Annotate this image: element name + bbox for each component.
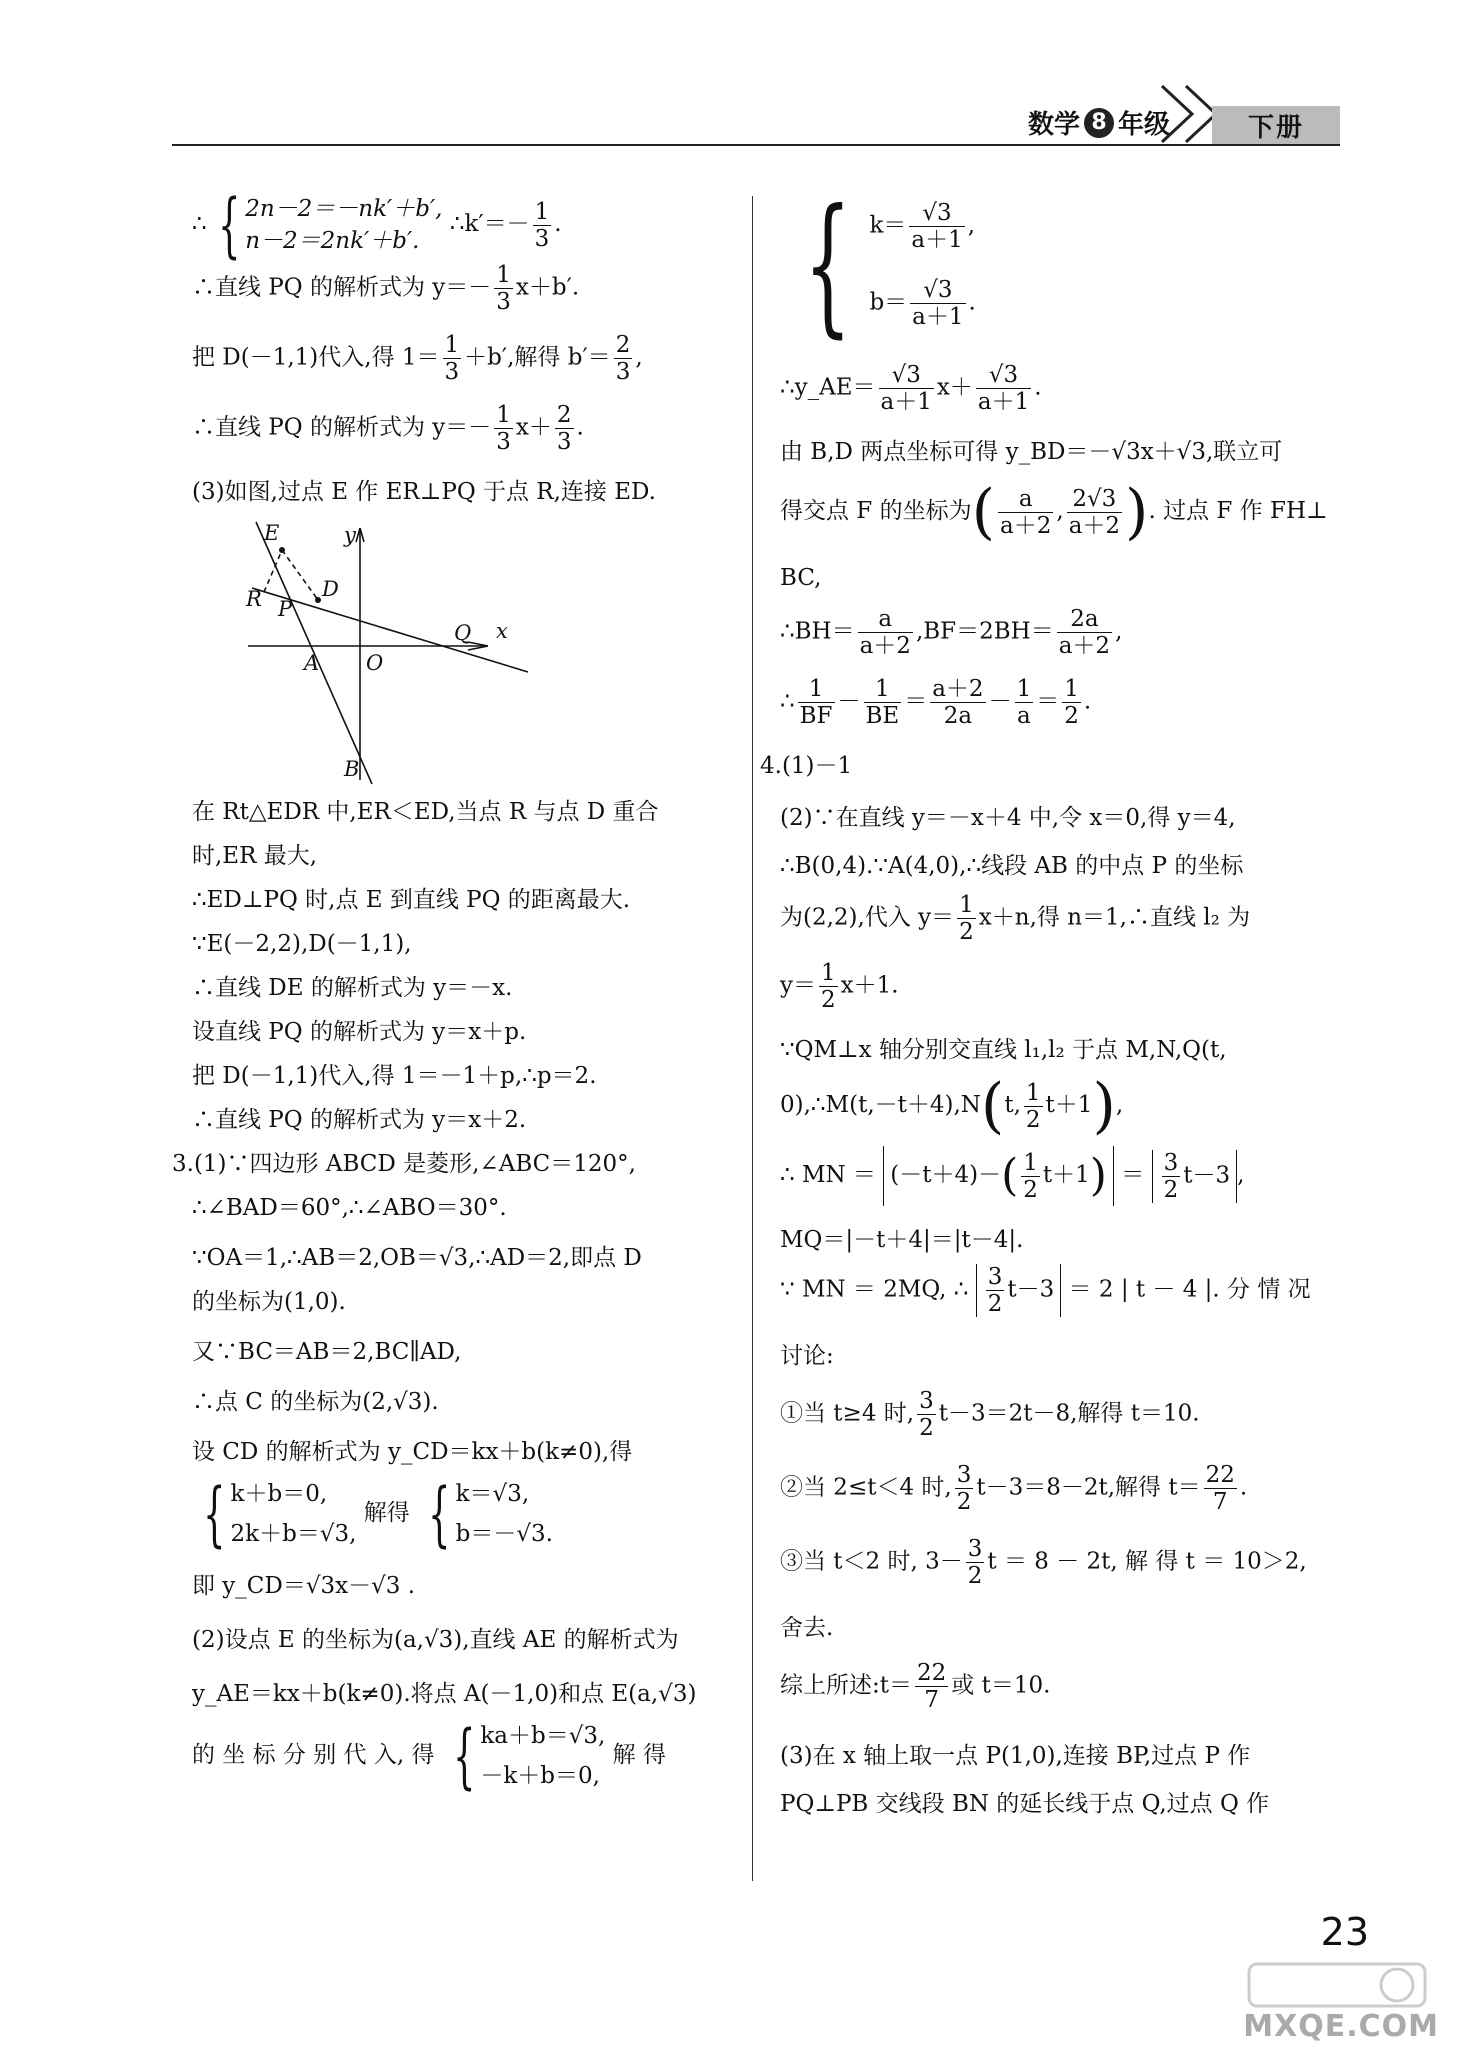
svg-text:E: E	[264, 521, 280, 545]
page-header	[172, 100, 1340, 146]
text-line: y＝ $\frac{1}{2}$ x＋1.	[780, 960, 899, 1013]
header-grade	[1028, 104, 1170, 141]
text-line: (2)设点 E 的坐标为(a,√3),直线 AE 的解析式为	[192, 1627, 679, 1653]
text-line: 即 y_CD＝√3x－√3 .	[192, 1573, 416, 1599]
column-divider	[752, 196, 753, 1881]
summary-line: 综上所述:t＝ $\frac{22}{7}$ 或 t＝10.	[780, 1660, 1051, 1713]
text-line: 0),∴M(t,－t＋4),N(t, $\frac{1}{2}$ t＋1),	[780, 1071, 1124, 1141]
case-line: ①当 t≥4 时, $\frac{3}{2}$ t－3＝2t－8,解得 t＝10.	[780, 1388, 1200, 1441]
text-line: 的坐标为(1,0).	[192, 1289, 346, 1315]
text-line: 又∵BC＝AB＝2,BC∥AD,	[192, 1339, 462, 1365]
text-line: 设直线 PQ 的解析式为 y＝x＋p.	[192, 1019, 527, 1045]
left-column	[172, 184, 737, 1802]
text-line: 把 D(－1,1)代入,得 1＝－1＋p,∴p＝2.	[192, 1063, 597, 1089]
right-column	[760, 178, 1328, 1826]
case-line: ③当 t＜2 时, 3－ $\frac{3}{2}$ t ＝ 8 － 2t, 解 得 t ＝ 10＞2,	[780, 1536, 1307, 1589]
text-line: ∴直线 PQ 的解析式为 y＝x＋2.	[192, 1107, 527, 1133]
svg-text:B: B	[344, 757, 360, 781]
svg-text:y: y	[344, 523, 356, 547]
text-line: y_AE＝kx＋b(k≠0).将点 A(－1,0)和点 E(a,√3)	[192, 1681, 697, 1707]
text-line: 由 B,D 两点坐标可得 y_BD＝－√3x＋√3,联立可	[780, 439, 1283, 465]
text-line: ∴直线 PQ 的解析式为 y＝－ $\frac{1}{3}$ x＋b′.	[192, 262, 580, 315]
svg-text:A: A	[304, 651, 320, 675]
text-line: 设 CD 的解析式为 y_CD＝kx＋b(k≠0),得	[192, 1439, 633, 1465]
equation-line: ∴BH＝ $\frac{a}{a+2}$ ,BF＝2BH＝ $\frac{2a}{a+2}$ ,	[780, 606, 1123, 659]
text-line: ∴直线 DE 的解析式为 y＝－x.	[192, 975, 513, 1001]
text-line: 为(2,2),代入 y＝ $\frac{1}{2}$ x＋n,得 n＝1,∴直线 l₂ 为	[780, 892, 1251, 945]
text-line: 时,ER 最大,	[192, 843, 318, 869]
text-line: 讨论:	[780, 1343, 834, 1369]
case-line: ②当 2≤t＜4 时, $\frac{3}{2}$ t－3＝8－2t,解得 t＝ $\frac{22}{7}$ .	[780, 1462, 1248, 1515]
header-grade-suffix: 年级	[1117, 110, 1170, 140]
question-4-part-1: 4.(1)－1	[760, 753, 853, 779]
text-line: MQ＝|－t＋4|＝|t－4|.	[780, 1227, 1024, 1253]
header-subject: 数学	[1027, 110, 1080, 140]
equation-line: ∴ { 2n－2＝－nk′＋b′, n－2＝2nk′＋b′. ∴k′＝－ $\frac{1}{3}$ .	[192, 184, 562, 266]
equation-system: { k＝ $\frac{√3}{a+1}$ , b＝ $\frac{√3}{a+1}$ .	[803, 178, 976, 352]
text-line: (3)如图,过点 E 作 ER⊥PQ 于点 R,连接 ED.	[192, 479, 656, 505]
text-line: ∵E(－2,2),D(－1,1),	[192, 931, 412, 957]
text-line: (3)在 x 轴上取一点 P(1,0),连接 BP,过点 P 作	[780, 1743, 1251, 1769]
geometry-figure	[248, 518, 568, 788]
question-3-part-1: 3.(1)∵四边形 ABCD 是菱形,∠ABC＝120°,	[172, 1151, 636, 1177]
svg-text:P: P	[278, 597, 293, 621]
svg-text:D: D	[322, 577, 339, 601]
header-volume: 下册	[1212, 106, 1340, 144]
equation-system: 的 坐 标 分 别 代 入, 得 { ka＋b＝√3, －k＋b＝0, 解 得	[192, 1715, 666, 1797]
page-number: 23	[1320, 1910, 1369, 1954]
text-line: (2)∵在直线 y＝－x＋4 中,令 x＝0,得 y＝4,	[780, 805, 1236, 831]
equation-line: ∴ MN ＝ (－t＋4)－( $\frac{1}{2}$ t＋1) ＝ $\frac{3}{2}$ t－3 ,	[780, 1146, 1315, 1216]
svg-text:R: R	[246, 587, 262, 611]
text-line: 在 Rt△EDR 中,ER＜ED,当点 R 与点 D 重合	[192, 799, 659, 825]
equation-line: ∴y_AE＝ $\frac{√3}{a+1}$ x＋ $\frac{√3}{a+1}$ .	[780, 362, 1042, 415]
text-line: ∴点 C 的坐标为(2,√3).	[192, 1389, 439, 1415]
text-line: 把 D(－1,1)代入,得 1＝ $\frac{1}{3}$ ＋b′,解得 b′＝ $\frac{2}{3}$ ,	[192, 332, 643, 385]
text-line: 舍去.	[780, 1615, 834, 1641]
text-line: BC,	[780, 565, 822, 591]
text-line: ∴直线 PQ 的解析式为 y＝－ $\frac{1}{3}$ x＋ $\frac{2}{3}$ .	[192, 402, 584, 455]
svg-text:O: O	[366, 651, 384, 675]
svg-text:Q: Q	[454, 621, 472, 645]
watermark-text: MXQE.COM	[1243, 2009, 1439, 2044]
text-line: 得交点 F 的坐标为( $\frac{a}{a+2}$ , $\frac{2√3}{a+2}$ ). 过点 F 作 FH⊥	[780, 477, 1328, 547]
equation-system: { k＋b＝0, 2k＋b＝√3, 解得 { k＝√3, b＝－√3.	[203, 1473, 553, 1555]
grade-number-badge: 8	[1084, 108, 1114, 138]
text-line: ∴B(0,4).∵A(4,0),∴线段 AB 的中点 P 的坐标	[780, 853, 1244, 879]
watermark-logo-icon	[1247, 1960, 1427, 2010]
text-line: ∴∠BAD＝60°,∴∠ABO＝30°.	[192, 1195, 507, 1221]
text-line: ∵QM⊥x 轴分别交直线 l₁,l₂ 于点 M,N,Q(t,	[780, 1037, 1227, 1063]
text-line: ∵OA＝1,∴AB＝2,OB＝√3,∴AD＝2,即点 D	[192, 1245, 642, 1271]
text-line: PQ⊥PB 交线段 BN 的延长线于点 Q,过点 Q 作	[780, 1791, 1270, 1817]
svg-text:x: x	[496, 619, 508, 643]
equation-line: ∴ $\frac{1}{BF}$ － $\frac{1}{BE}$ ＝ $\frac{a+2}{2a}$ － $\frac{1}{a}$ ＝ $\frac{1}{2}$ .	[780, 676, 1092, 729]
equation-line: ∵ MN ＝ 2MQ, ∴ $\frac{3}{2}$ t－3 ＝ 2 | t － 4 |. 分 情 况	[780, 1264, 1311, 1317]
text-line: ∴ED⊥PQ 时,点 E 到直线 PQ 的距离最大.	[192, 887, 631, 913]
